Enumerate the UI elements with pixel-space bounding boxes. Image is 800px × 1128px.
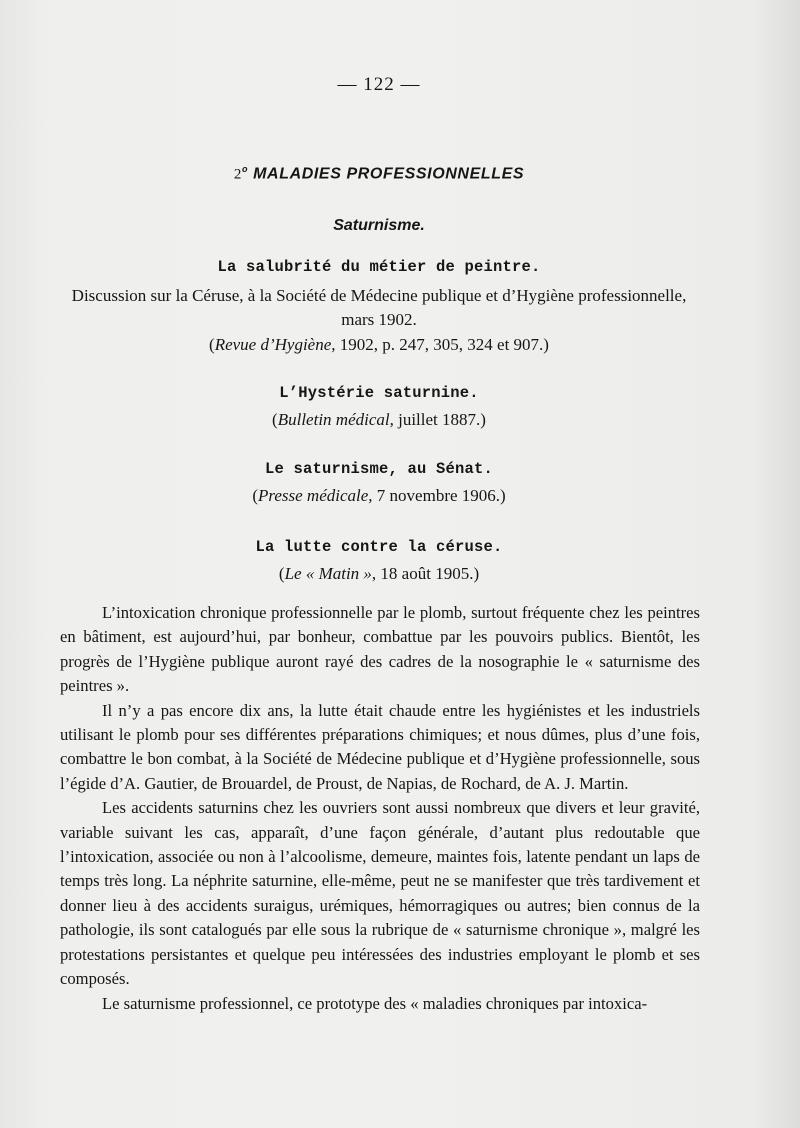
ref-open: (: [209, 335, 215, 354]
section-title: [0, 164, 758, 183]
ref-source: Presse médicale,: [257, 486, 373, 505]
section-title-text: MALADIES PROFESSIONNELLES: [253, 165, 525, 183]
entry-heading-4: La lutte contre la céruse.: [255, 538, 503, 556]
entry-reference-1: [0, 335, 758, 355]
subsection-title: Saturnisme.: [333, 217, 425, 234]
paragraph: Le saturnisme professionnel, ce prototype des « maladies chroniques par intoxica-: [102, 993, 648, 1013]
ref-open: (: [272, 410, 278, 429]
ref-source: Bulletin médical,: [277, 410, 394, 429]
ref-details: 1902, p. 247, 305, 324 et 907.): [335, 335, 549, 354]
entry-reference-4: [0, 564, 758, 584]
entry-text-line-1: Discussion sur la Céruse, à la Société de Médecine publique et d’Hygiène professionnelle,: [71, 286, 687, 305]
paragraph: L’intoxication chronique professionnelle par le plomb, surtout fréquente chez les peintres en bâtiment, est aujourd’hui, par bonheur, combattue par les pouvoirs publics. Bientôt, les progrès de l’Hygiène publique auront rayé des cadres de la nosographie le « saturnisme des peintres ».: [60, 603, 700, 696]
entry-heading-2: L’Hystérie saturnine.: [279, 384, 479, 402]
entry-reference-2: [0, 410, 758, 430]
ref-open: (: [252, 486, 258, 505]
entry-reference-3: [0, 486, 758, 506]
paragraph: Les accidents saturnins chez les ouvriers sont aussi nombreux que divers et leur gravité, variable suivant les cas, apparaît, d’une façon générale, d’autant plus redoutable que l’intoxication, associée ou non à l’alcoolisme, demeure, maintes fois, latente pendant un laps de temps très long. La néphrite saturnine, elle-même, peut ne se manifester que très tardivement et donner lieu à des accidents suraigus, urémiques, hémorragiques ou autres; bien connus de la pathologie, ils sont catalogués par elle sous la rubrique de « saturnisme chronique », malgré les protestations persistantes et quelque peu intéressées des industries employant le plomb et ses composés.: [60, 798, 700, 989]
ref-source: Le « Matin »: [284, 564, 372, 583]
entry-heading-1: La salubrité du métier de peintre.: [217, 258, 541, 276]
ref-details: juillet 1887.): [393, 410, 486, 429]
paragraph: Il n’y a pas encore dix ans, la lutte était chaude entre les hygiénistes et les industriels utilisant le plomb pour ses différentes préparations chimiques; et nous dûmes, plus d’une fois, combattre le bon combat, à la Société de Médecine publique et d’Hygiène professionnelle, sous l’égide d’A. Gautier, de Brouardel, de Proust, de Napias, de Rochard, de A. J. Martin.: [60, 700, 700, 793]
ref-details: 7 novembre 1906.): [372, 486, 506, 505]
ref-source: Revue d’Hygiène,: [214, 335, 336, 354]
ref-details: , 18 août 1905.): [371, 564, 480, 583]
body-text: [60, 601, 700, 1016]
entry-text-line-2: mars 1902.: [341, 310, 417, 329]
entry-heading-3: Le saturnisme, au Sénat.: [264, 460, 494, 478]
section-number-suffix: o: [241, 164, 249, 174]
page-number: — 122 —: [337, 74, 421, 95]
ref-open: (: [278, 564, 285, 583]
section-number: 2: [233, 166, 242, 183]
